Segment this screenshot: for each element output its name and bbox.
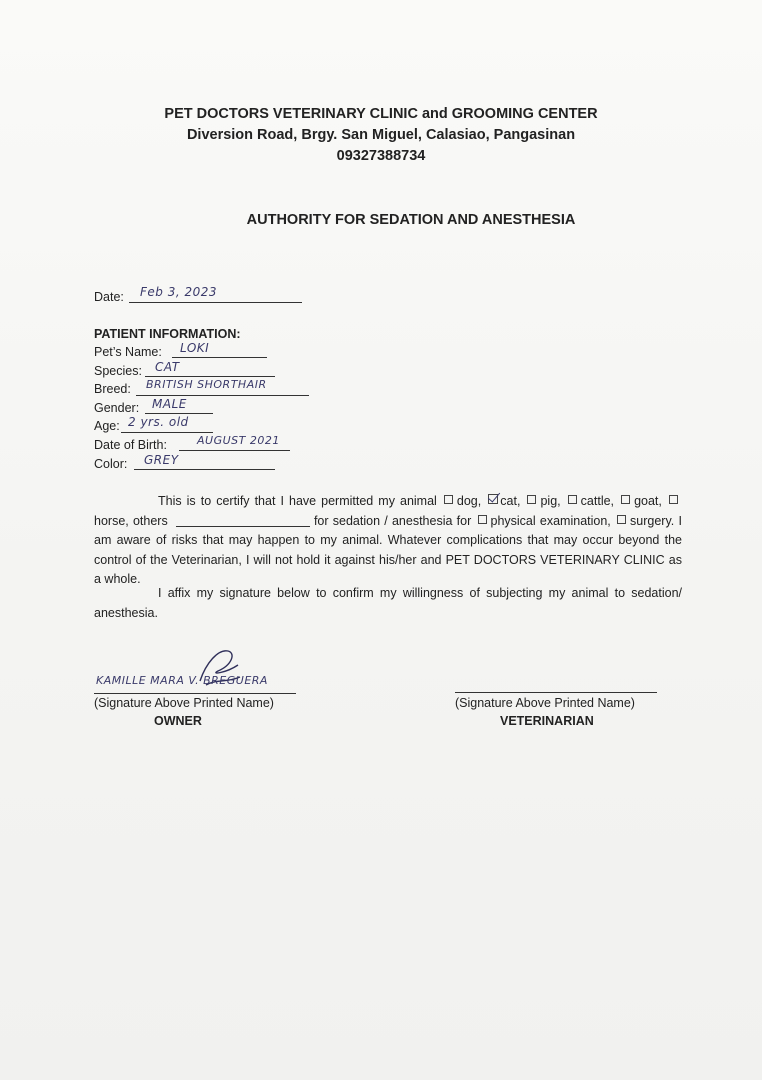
owner-signature-caption: (Signature Above Printed Name) [94, 696, 274, 710]
dob-underline [179, 450, 290, 451]
clinic-phone: 09327388734 [336, 148, 426, 164]
owner-role: OWNER [154, 714, 202, 728]
cat-checkbox-checked[interactable] [488, 494, 498, 504]
dob-label: Date of Birth: [94, 438, 167, 452]
pets-name-label: Pet’s Name: [94, 345, 162, 359]
dog-checkbox[interactable] [444, 495, 453, 504]
species-underline [145, 376, 275, 377]
patient-info-heading: PATIENT INFORMATION: [94, 327, 241, 341]
species-label: Species: [94, 364, 142, 378]
owner-printed-name: KAMILLE MARA V. BREGUERA [96, 674, 268, 687]
breed-underline [136, 395, 309, 396]
date-value: Feb 3, 2023 [140, 285, 218, 299]
cattle-option-label: cattle, [580, 494, 615, 508]
clinic-address: Diversion Road, Brgy. San Miguel, Calasiao, Pangasinan [186, 127, 576, 143]
vet-role: VETERINARIAN [500, 714, 594, 728]
color-label: Color: [94, 457, 128, 471]
age-label: Age: [94, 419, 120, 433]
gender-underline [145, 413, 213, 414]
age-underline [121, 432, 213, 433]
consent-paragraph [94, 492, 682, 590]
physical-exam-label: physical examination, [490, 513, 611, 528]
surgery-checkbox[interactable] [617, 515, 626, 524]
species-value: CAT [155, 360, 180, 374]
cat-option-label: cat, [500, 494, 521, 508]
consent-text-b: for sedation / anesthesia for [313, 513, 472, 528]
horse-checkbox[interactable] [669, 495, 678, 504]
goat-option-label: goat, [634, 494, 662, 508]
pets-name-value: LOKI [180, 341, 210, 355]
date-underline [129, 302, 302, 303]
color-underline [134, 469, 275, 470]
owner-signature-line [94, 693, 296, 694]
consent-text-c: I am aware of risks that may happen to my animal. Whatever complications that may occur beyond the control of the Veterinarian, I will not hold it against his/her and PET DOCTORS VETERINARY CLINIC as a whole. [94, 513, 682, 586]
pets-name-underline [172, 357, 267, 358]
others-blank[interactable] [176, 514, 310, 527]
dog-option-label: dog, [456, 494, 482, 508]
horse-others-label: horse, others [94, 513, 168, 528]
vet-signature-caption: (Signature Above Printed Name) [455, 696, 635, 710]
breed-value: BRITISH SHORTHAIR [146, 378, 267, 391]
goat-checkbox[interactable] [621, 495, 630, 504]
clinic-name: PET DOCTORS VETERINARY CLINIC and GROOMING CENTER [164, 106, 598, 122]
pig-option-label: pig, [540, 494, 561, 508]
clinic-header [0, 104, 762, 167]
age-value: 2 yrs. old [128, 415, 189, 429]
gender-label: Gender: [94, 401, 140, 415]
cattle-checkbox[interactable] [568, 495, 577, 504]
date-label: Date: [94, 290, 124, 304]
color-value: GREY [144, 453, 179, 467]
signature-affirmation [94, 584, 682, 623]
form-title: AUTHORITY FOR SEDATION AND ANESTHESIA [246, 212, 576, 228]
surgery-label: surgery. [630, 513, 675, 528]
consent-text-a: This is to certify that I have permitted my animal [158, 494, 437, 508]
vet-signature-line[interactable] [455, 692, 657, 693]
gender-value: MALE [152, 397, 187, 411]
pig-checkbox[interactable] [527, 495, 536, 504]
physical-exam-checkbox[interactable] [478, 515, 487, 524]
affirmation-text: I affix my signature below to confirm my willingness of subjecting my animal to sedation/ anesthesia. [94, 586, 682, 620]
breed-label: Breed: [94, 382, 131, 396]
dob-value: AUGUST 2021 [197, 434, 280, 447]
